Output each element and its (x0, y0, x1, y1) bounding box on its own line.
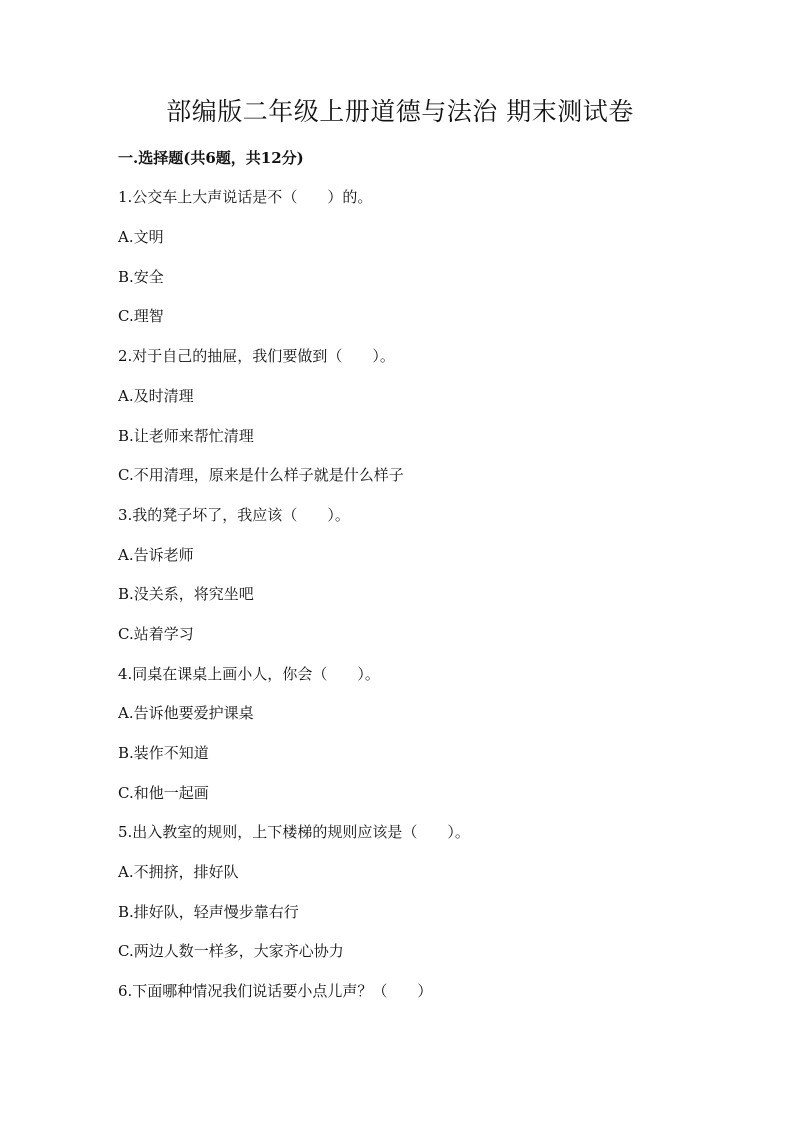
question-1-option-c: C.理智 (118, 307, 164, 325)
question-3-option-c: C.站着学习 (118, 625, 194, 643)
question-5-option-b: B.排好队，轻声慢步靠右行 (118, 903, 299, 921)
question-2-stem: 2.对于自己的抽屉，我们要做到（ ）。 (118, 347, 395, 365)
question-3-option-b: B.没关系，将究坐吧 (118, 585, 254, 603)
question-2-option-b: B.让老师来帮忙清理 (118, 427, 254, 445)
page-title: 部编版二年级上册道德与法治 期末测试卷 (166, 97, 634, 126)
question-4-option-a: A.告诉他要爱护课桌 (118, 704, 254, 722)
question-5-stem: 5.出入教室的规则，上下楼梯的规则应该是（ ）。 (118, 823, 470, 841)
question-5-option-c: C.两边人数一样多，大家齐心协力 (118, 942, 344, 960)
question-1-stem: 1.公交车上大声说话是不（ ）的。 (118, 188, 373, 206)
question-4-stem: 4.同桌在课桌上画小人，你会（ ）。 (118, 665, 380, 683)
question-1-option-b: B.安全 (118, 268, 164, 286)
question-4-option-c: C.和他一起画 (118, 784, 209, 802)
question-3-stem: 3.我的凳子坏了，我应该（ ）。 (118, 506, 350, 524)
question-2-option-c: C.不用清理，原来是什么样子就是什么样子 (118, 466, 404, 484)
section-heading: 一.选择题(共6题，共12分) (118, 149, 304, 167)
question-5-option-a: A.不拥挤，排好队 (118, 863, 239, 881)
question-3-option-a: A.告诉老师 (118, 546, 194, 564)
question-2-option-a: A.及时清理 (118, 387, 194, 405)
question-4-option-b: B.装作不知道 (118, 744, 209, 762)
question-1-option-a: A.文明 (118, 228, 164, 246)
question-6-stem: 6.下面哪种情况我们说话要小点儿声？（ ） (118, 982, 433, 1000)
